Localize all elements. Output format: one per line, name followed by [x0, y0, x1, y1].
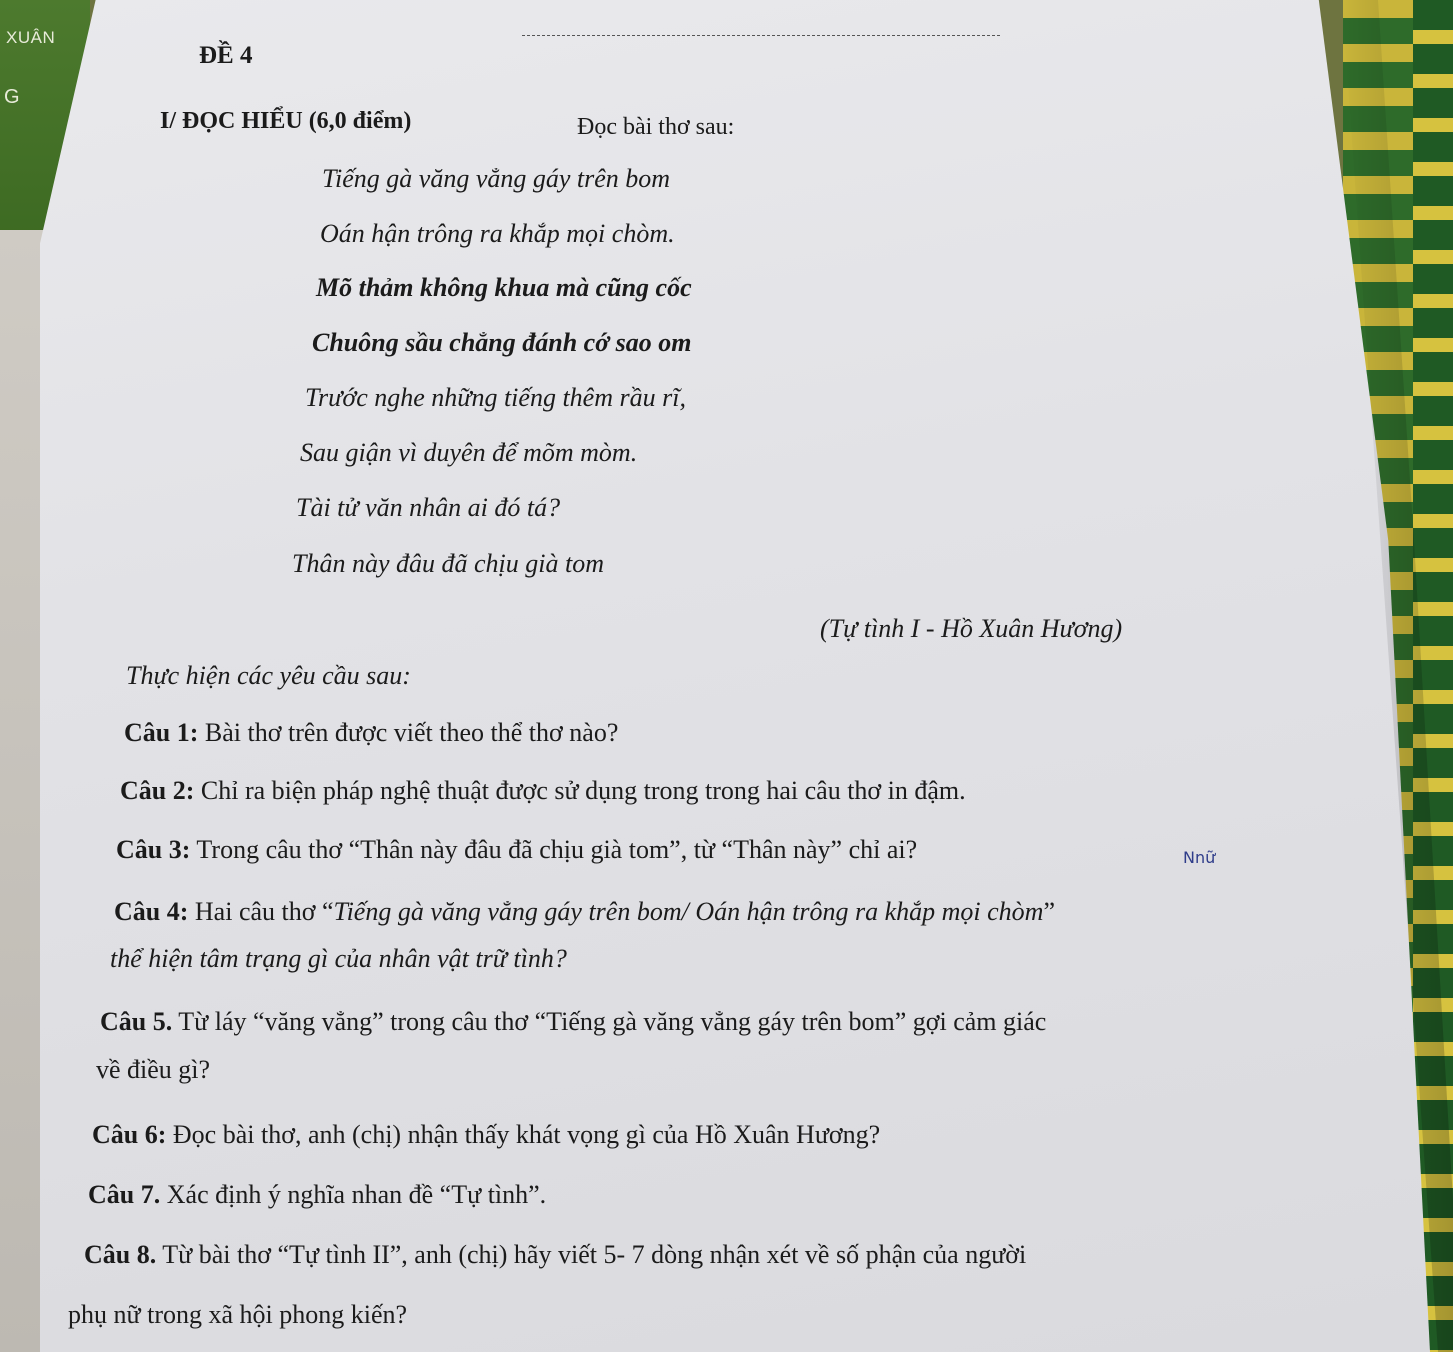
reading-instruction: Đọc bài thơ sau: [577, 114, 735, 140]
poem-line-bold: Chuông sầu chẳng đánh cớ sao om [312, 328, 692, 357]
question-3 [116, 835, 917, 865]
question-1 [124, 718, 618, 748]
poem-source: (Tự tình I - Hồ Xuân Hương) [820, 614, 1123, 643]
question-5 [100, 1007, 1046, 1037]
question-label: Câu 8. [84, 1240, 157, 1269]
question-text: Xác định ý nghĩa nhan đề “Tự tình”. [160, 1180, 547, 1209]
header-dashed-rule [522, 35, 1000, 36]
question-label: Câu 3: [116, 835, 191, 864]
tasks-intro: Thực hiện các yêu cầu sau: [126, 661, 411, 690]
question-label: Câu 5. [100, 1007, 173, 1036]
question-5-line2: về điều gì? [96, 1055, 211, 1084]
cover-label-top: XUÂN [6, 28, 56, 47]
question-8-line2: phụ nữ trong xã hội phong kiến? [68, 1300, 408, 1329]
question-label: Câu 1: [124, 718, 199, 747]
cover-label-mid: G [4, 86, 20, 108]
poem-line: Tiếng gà văng vẳng gáy trên bom [322, 164, 671, 193]
question-label: Câu 2: [120, 776, 195, 805]
question-label: Câu 7. [88, 1180, 161, 1209]
poem-line: Oán hận trông ra khắp mọi chòm. [320, 219, 675, 248]
poem-line: Sau giận vì duyên để mõm mòm. [300, 438, 638, 467]
question-text: Từ bài thơ “Tự tình II”, anh (chị) hãy viết 5- 7 dòng nhận xét về số phận của người [156, 1240, 1027, 1269]
question-text: Chỉ ra biện pháp nghệ thuật được sử dụng trong trong hai câu thơ in đậm. [194, 776, 966, 805]
section-title: I/ ĐỌC HIỂU (6,0 điểm) [160, 108, 412, 134]
question-text: Bài thơ trên được viết theo thể thơ nào? [198, 718, 619, 747]
question-2 [120, 776, 966, 806]
poem-line: Trước nghe những tiếng thêm rầu rĩ, [305, 383, 686, 412]
question-text: Hai câu thơ “ [188, 897, 334, 926]
handwritten-note: Nnữ [1183, 848, 1216, 867]
question-label: Câu 4: [114, 897, 189, 926]
question-7 [88, 1180, 546, 1210]
exam-title: ĐỀ 4 [199, 42, 253, 69]
poem-line: Tài tử văn nhân ai đó tá? [296, 493, 561, 522]
question-6 [92, 1120, 880, 1150]
question-4-line2: thể hiện tâm trạng gì của nhân vật trữ tình? [110, 944, 567, 973]
poem-line: Thân này đâu đã chịu già tom [292, 549, 604, 578]
question-text: Trong câu thơ “Thân này đâu đã chịu già tom”, từ “Thân này” chỉ ai? [190, 835, 918, 864]
question-4 [114, 897, 1055, 927]
question-label: Câu 6: [92, 1120, 167, 1149]
question-text: ” [1043, 897, 1055, 926]
question-quote: Tiếng gà văng vẳng gáy trên bom/ Oán hận trông ra khắp mọi chòm [333, 897, 1044, 926]
question-text: Từ láy “văng vẳng” trong câu thơ “Tiếng gà văng vẳng gáy trên bom” gợi cảm giác [172, 1007, 1047, 1036]
poem-line-bold: Mõ thảm không khua mà cũng cốc [316, 273, 692, 302]
question-8 [84, 1240, 1026, 1270]
question-text: Đọc bài thơ, anh (chị) nhận thấy khát vọng gì của Hồ Xuân Hương? [166, 1120, 881, 1149]
